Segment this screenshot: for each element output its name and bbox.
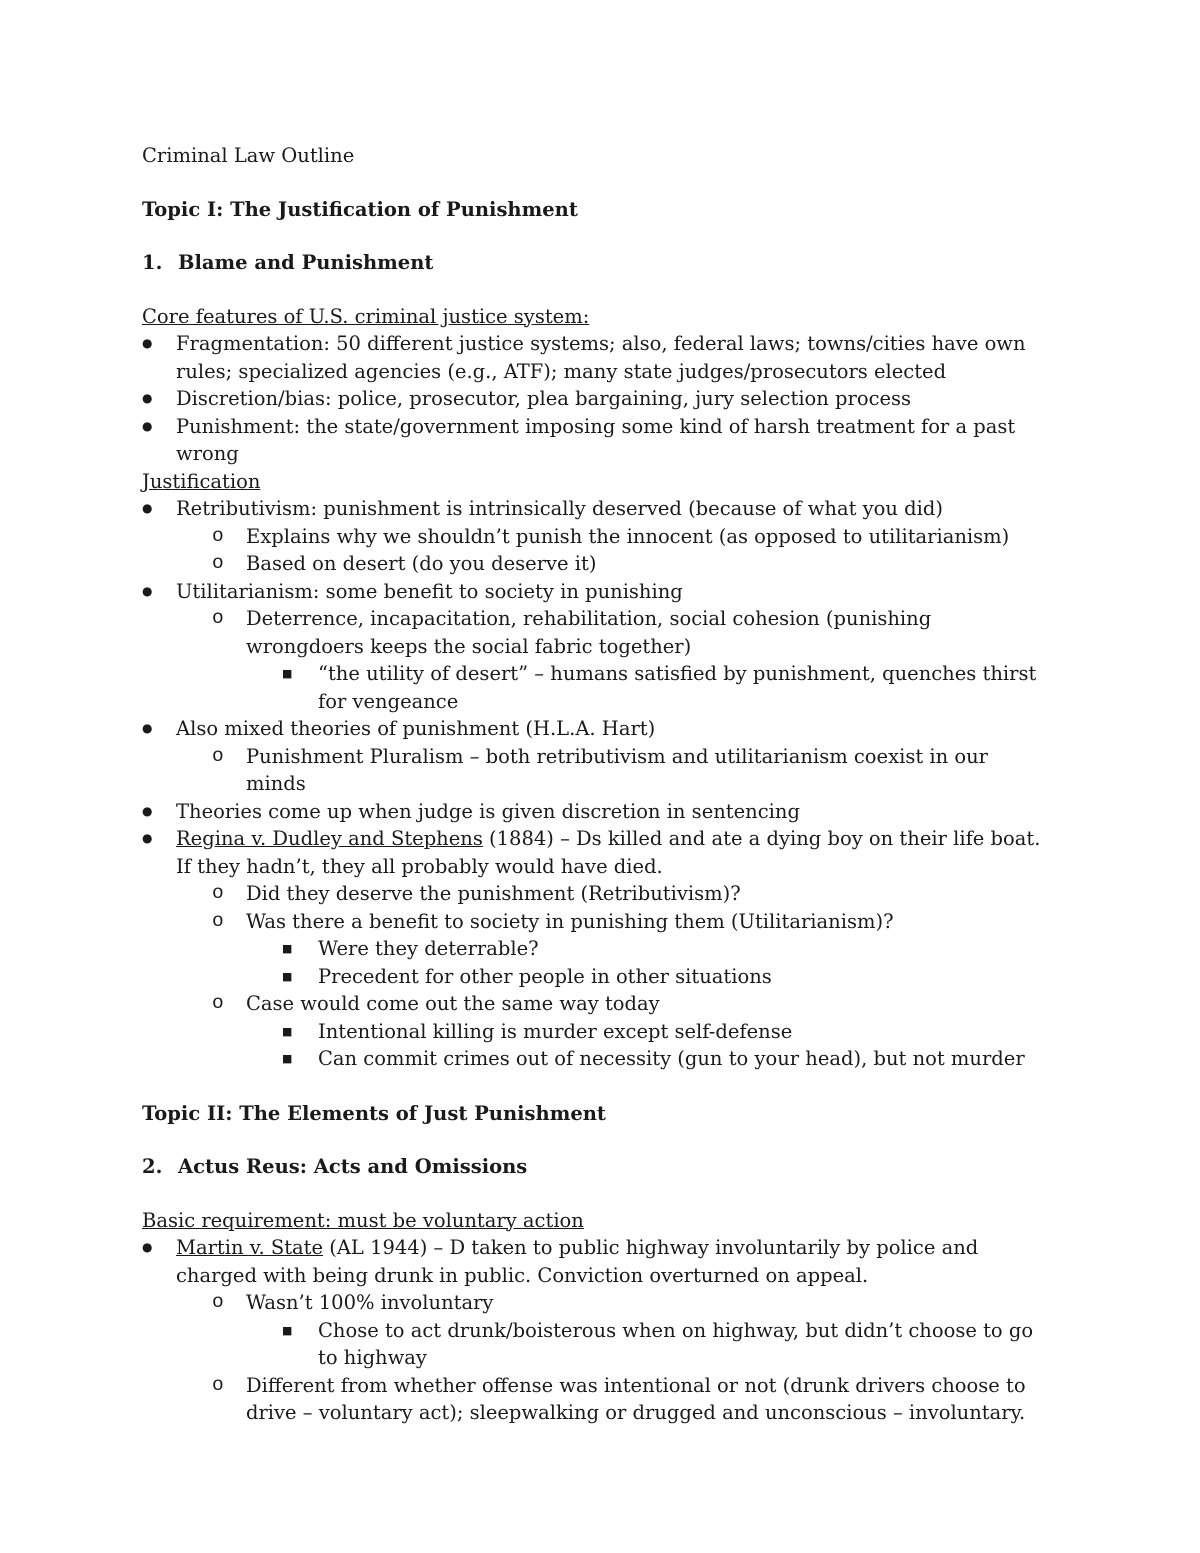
actus-reus-list bbox=[142, 1234, 1042, 1427]
justification-list bbox=[142, 495, 1042, 1073]
topic-2-heading: Topic II: The Elements of Just Punishment bbox=[142, 1101, 606, 1125]
list-item: ■ Precedent for other people in other situations bbox=[142, 963, 1042, 991]
list-item: o Different from whether offense was intentional or not (drunk drivers choose to drive – voluntary act); sleepwalking or drugged and unconscious – involuntary. bbox=[142, 1372, 1042, 1427]
list-item-mixed: ● Also mixed theories of punishment (H.L.A. Hart) bbox=[142, 715, 1042, 743]
list-item-utilitarianism: ● Utilitarianism: some benefit to society in punishing bbox=[142, 578, 1042, 606]
list-item: ■ Can commit crimes out of necessity (gun to your head), but not murder bbox=[142, 1045, 1042, 1073]
list-item: o Wasn’t 100% involuntary bbox=[142, 1289, 1042, 1317]
topic-1-heading: Topic I: The Justification of Punishment bbox=[142, 197, 578, 221]
list-item: o Deterrence, incapacitation, rehabilitation, social cohesion (punishing wrongdoers keeps the social fabric together) bbox=[142, 605, 1042, 660]
section-2-heading bbox=[142, 1153, 1042, 1181]
list-item: ● Discretion/bias: police, prosecutor, plea bargaining, jury selection process bbox=[142, 385, 1042, 413]
list-item-retributivism: ● Retributivism: punishment is intrinsically deserved (because of what you did) bbox=[142, 495, 1042, 523]
case-summary-regina: (1884) – Ds killed and ate a dying boy on their life boat. If they hadn’t, they all probably would have died. bbox=[176, 827, 1041, 878]
list-item: o Explains why we shouldn’t punish the innocent (as opposed to utilitarianism) bbox=[142, 523, 1042, 551]
list-item: o Was there a benefit to society in punishing them (Utilitarianism)? bbox=[142, 908, 1042, 936]
section-1-heading bbox=[142, 249, 1042, 277]
case-name-martin: Martin v. State bbox=[176, 1236, 324, 1259]
case-name-regina: Regina v. Dudley and Stephens bbox=[176, 827, 483, 850]
list-item-martin bbox=[142, 1234, 1042, 1289]
case-summary-martin: (AL 1944) – D taken to public highway involuntarily by police and charged with being drunk in public. Conviction overturned on appeal. bbox=[176, 1236, 979, 1287]
list-item: ■ Were they deterrable? bbox=[142, 935, 1042, 963]
core-features-label: Core features of U.S. criminal justice system: bbox=[142, 304, 590, 328]
section-2-number: 2. bbox=[142, 1155, 163, 1178]
document-page bbox=[142, 142, 1042, 1427]
list-item-regina bbox=[142, 825, 1042, 880]
list-item: ● Punishment: the state/government imposing some kind of harsh treatment for a past wrong bbox=[142, 413, 1042, 468]
document-title: Criminal Law Outline bbox=[142, 144, 355, 167]
list-item: o Did they deserve the punishment (Retributivism)? bbox=[142, 880, 1042, 908]
section-1-number: 1. bbox=[142, 251, 163, 274]
justification-label: Justification bbox=[142, 469, 261, 493]
section-2-title: Actus Reus: Acts and Omissions bbox=[178, 1155, 528, 1178]
list-item: o Case would come out the same way today bbox=[142, 990, 1042, 1018]
core-features-list bbox=[142, 330, 1042, 468]
list-item: ■ “the utility of desert” – humans satisfied by punishment, quenches thirst for vengeance bbox=[142, 660, 1042, 715]
list-item: ■ Chose to act drunk/boisterous when on highway, but didn’t choose to go to highway bbox=[142, 1317, 1042, 1372]
list-item: o Based on desert (do you deserve it) bbox=[142, 550, 1042, 578]
section-1-title: Blame and Punishment bbox=[178, 251, 434, 274]
list-item: ■ Intentional killing is murder except self-defense bbox=[142, 1018, 1042, 1046]
basic-requirement-label: Basic requirement: must be voluntary action bbox=[142, 1208, 584, 1232]
list-item: o Punishment Pluralism – both retributivism and utilitarianism coexist in our minds bbox=[142, 743, 1042, 798]
list-item: ● Fragmentation: 50 different justice systems; also, federal laws; towns/cities have own rules; specialized agencies (e.g., ATF); many state judges/prosecutors elected bbox=[142, 330, 1042, 385]
list-item: ● Theories come up when judge is given discretion in sentencing bbox=[142, 798, 1042, 826]
